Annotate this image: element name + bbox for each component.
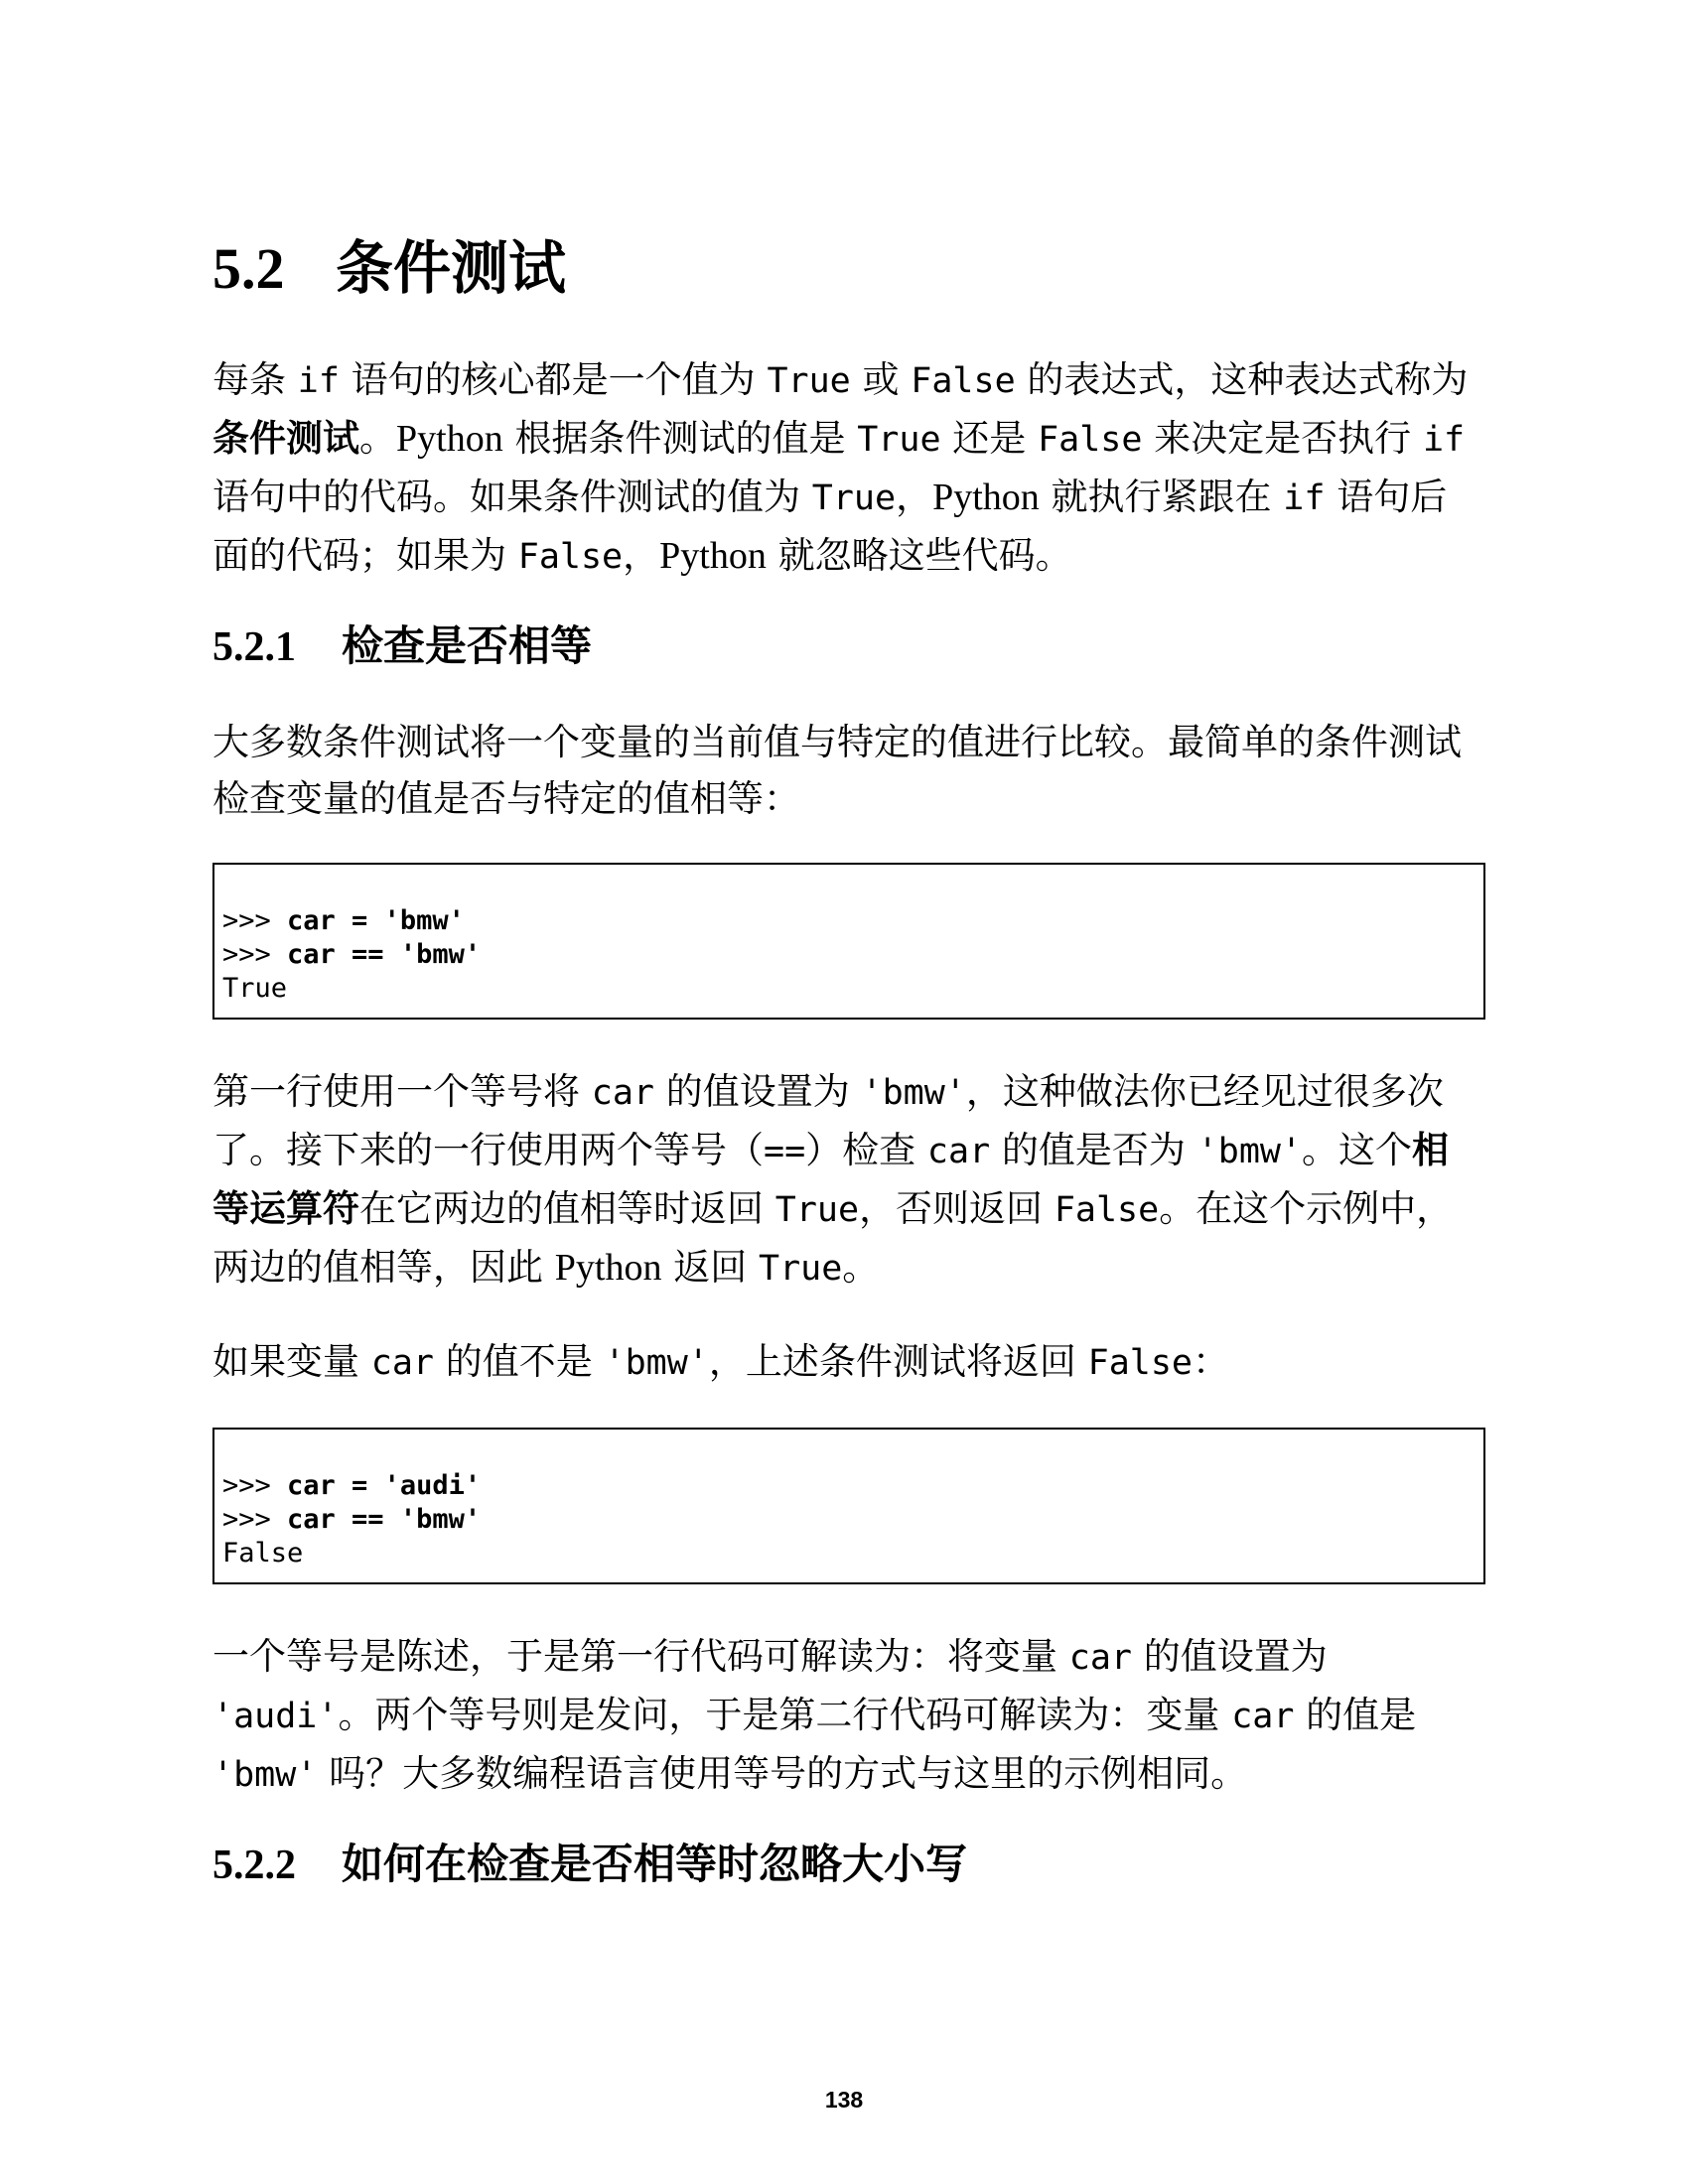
term-conditional-test: 条件测试: [212, 416, 359, 460]
subsection-heading-1: [212, 621, 1483, 672]
paragraph-equality-explain: 第一行使用一个等号将 car 的值设置为 'bmw'，这种做法你已经见过很多次了。接下来的一行使用两个等号（==）检查 car 的值是否为 'bmw'。这个相等运算符在它两边的值相等时返回 True，否则返回 False。在这个示例中，两边的值相等，因此 Python 返回 True。: [212, 1069, 1454, 1289]
section-number: 5.2: [212, 236, 285, 301]
subsection-title: 如何在检查是否相等时忽略大小写: [342, 1839, 968, 1888]
page-number: 138: [824, 2087, 864, 2113]
code-block-2: >>> car = 'audi' >>> car == 'bmw' False: [212, 1428, 1485, 1584]
subsection-title: 检查是否相等: [342, 620, 593, 670]
subsection-number: 5.2.2: [212, 1842, 296, 1888]
page-content: [212, 234, 1483, 1932]
paragraph-assignment-vs-question: 一个等号是陈述，于是第一行代码可解读为：将变量 car 的值设置为 'audi'。两个等号则是发问，于是第二行代码可解读为：变量 car 的值是 'bmw' 吗？大多数编程语言使用等号的方式与这里的示例相同。: [212, 1634, 1417, 1795]
subsection-number: 5.2.1: [212, 623, 296, 670]
intro-paragraph: 每条 if 语句的核心都是一个值为 True 或 False 的表达式，这种表达式称为条件测试。Python 根据条件测试的值是 True 还是 False 来决定是否执行 if 语句中的代码。如果条件测试的值为 True，Python 就执行紧跟在 if 语句后面的代码；如果为 False，Python 就忽略这些代码。: [212, 357, 1469, 577]
subsection-heading-2: [212, 1840, 1483, 1890]
section-heading: [212, 234, 1483, 304]
section-title: 条件测试: [336, 234, 567, 302]
code-block-1: >>> car = 'bmw' >>> car == 'bmw' True: [212, 863, 1485, 1020]
term-equality-operator: 相等运算符: [212, 1128, 1450, 1230]
paragraph-equality-intro: 大多数条件测试将一个变量的当前值与特定的值进行比较。最简单的条件测试检查变量的值是否与特定的值相等：: [212, 720, 1462, 820]
paragraph-not-equal: 如果变量 car 的值不是 'bmw'，上述条件测试将返回 False：: [212, 1339, 1229, 1383]
